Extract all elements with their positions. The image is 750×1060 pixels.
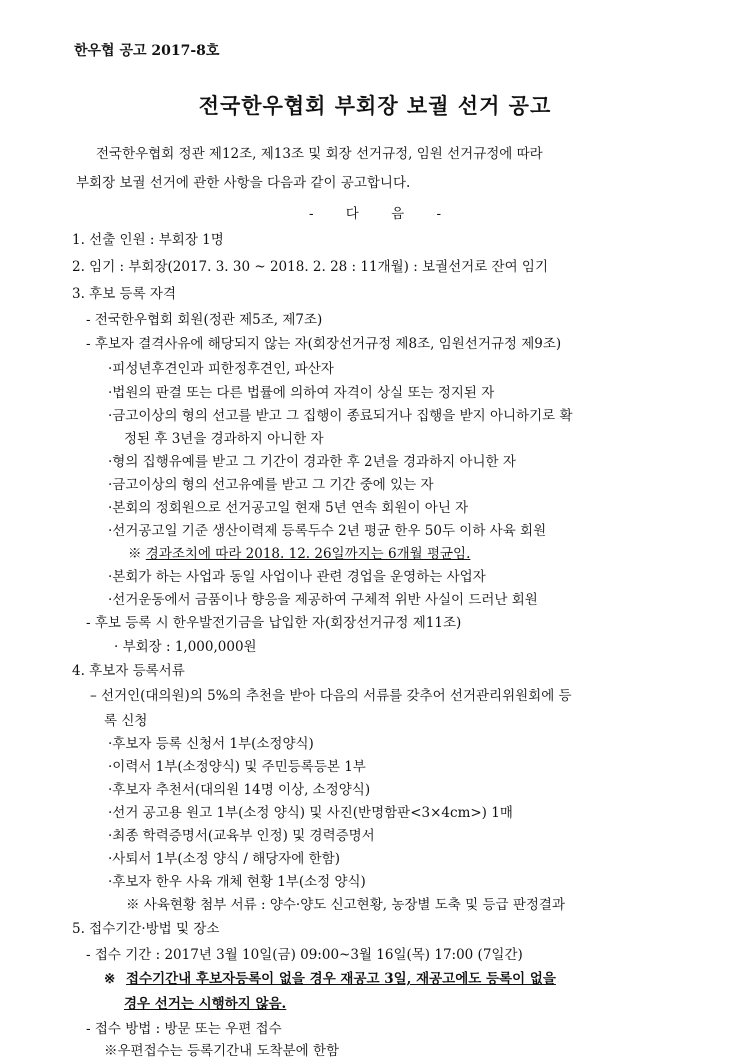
section-3-item-b: - 후보자 결격사유에 해당되지 않는 자(회장선거규정 제8조, 임원선거규정 제9조) bbox=[86, 336, 562, 352]
disqual-item-4: ·형의 집행유예를 받고 그 기간이 경과한 후 2년을 경과하지 아니한 자 bbox=[108, 454, 516, 470]
intro-line-2: 부회장 보궐 선거에 관한 사항을 다음과 같이 공고합니다. bbox=[76, 175, 411, 191]
reception-method: - 접수 방법 : 방문 또는 우편 접수 bbox=[86, 1021, 282, 1037]
mail-note: ※우편접수는 등록기간내 도착분에 한함 bbox=[104, 1043, 340, 1059]
disqual-item-7: ·선거공고일 기준 생산이력제 등록두수 2년 평균 한우 50두 이하 사육 회원 bbox=[108, 523, 547, 539]
disqual-item-8: ·본회가 하는 사업과 동일 사업이나 관련 경업을 운영하는 사업자 bbox=[108, 569, 486, 585]
disqual-item-2: ·법원의 판결 또는 다른 법률에 의하여 자격이 상실 또는 정지된 자 bbox=[108, 385, 495, 401]
disqual-item-3-cont: 정된 후 3년을 경과하지 아니한 자 bbox=[124, 431, 324, 447]
divider-heading: - 다 음 - bbox=[308, 206, 442, 222]
doc-item-1: ·후보자 등록 신청서 1부(소정양식) bbox=[108, 736, 314, 752]
warning-text-1: 접수기간내 후보자등록이 없을 경우 재공고 3일, 재공고에도 등록이 없을 bbox=[126, 971, 556, 987]
doc-item-2: ·이력서 1부(소정양식) 및 주민등록등본 1부 bbox=[108, 759, 366, 775]
section-3-item-c: - 후보 등록 시 한우발전기금을 납입한 자(회장선거규정 제11조) bbox=[86, 615, 462, 631]
reception-period: - 접수 기간 : 2017년 3월 10일(금) 09:00~3월 16일(목) 17:00 (7일간) bbox=[86, 947, 523, 963]
doc-item-5: ·최종 학력증명서(교육부 인정) 및 경력증명서 bbox=[108, 828, 375, 844]
doc-item-7: ·후보자 한우 사육 개체 현황 1부(소정 양식) bbox=[108, 874, 366, 890]
note-mark: ※ bbox=[128, 546, 142, 562]
section-4-heading: 4. 후보자 등록서류 bbox=[72, 663, 185, 679]
warning-mark: ※ bbox=[104, 971, 116, 987]
section-2: 2. 임기 : 부회장(2017. 3. 30 ~ 2018. 2. 28 : 11개월) : 보궐선거로 잔여 임기 bbox=[72, 259, 548, 275]
doc-item-3: ·후보자 추천서(대의원 14명 이상, 소정양식) bbox=[108, 782, 371, 798]
section-1: 1. 선출 인원 : 부회장 1명 bbox=[72, 232, 224, 248]
section-4-line-2: 록 신청 bbox=[104, 713, 148, 729]
page-title: 전국한우협회 부회장 보궐 선거 공고 bbox=[198, 93, 552, 118]
section-3-heading: 3. 후보 등록 자격 bbox=[72, 286, 176, 302]
disqual-item-3: ·금고이상의 형의 선고를 받고 그 집행이 종료되거나 집행을 받지 아니하기로 확 bbox=[108, 408, 573, 424]
livestock-note: ※ 사육현황 첨부 서류 : 양수·양도 신고현황, 농장별 도축 및 등급 판정결과 bbox=[126, 897, 565, 913]
transition-note bbox=[128, 545, 470, 563]
fund-amount: · 부회장 : 1,000,000원 bbox=[114, 639, 257, 655]
doc-item-4: ·선거 공고용 원고 1부(소정 양식) 및 사진(반명함판<3×4cm>) 1매 bbox=[108, 805, 513, 821]
disqual-item-5: ·금고이상의 형의 선고유예를 받고 그 기간 중에 있는 자 bbox=[108, 477, 434, 493]
transition-note-text: 경과조치에 따라 2018. 12. 26일까지는 6개월 평균임. bbox=[145, 546, 471, 562]
doc-item-6: ·사퇴서 1부(소정 양식 / 해당자에 한함) bbox=[108, 851, 340, 867]
intro-line-1: 전국한우협회 정관 제12조, 제13조 및 회장 선거규정, 임원 선거규정에 따라 bbox=[96, 146, 543, 162]
disqual-item-1: ·피성년후견인과 피한정후견인, 파산자 bbox=[108, 361, 334, 377]
warning-line-1 bbox=[104, 970, 556, 988]
section-3-item-a: - 전국한우협회 회원(정관 제5조, 제7조) bbox=[86, 312, 323, 328]
section-4-line-1: – 선거인(대의원)의 5%의 추천을 받아 다음의 서류를 갖추어 선거관리위원회에 등 bbox=[90, 688, 572, 704]
disqual-item-9: ·선거운동에서 금품이나 향응을 제공하여 구체적 위반 사실이 드러난 회원 bbox=[108, 592, 538, 608]
warning-line-2: 경우 선거는 시행하지 않음. bbox=[124, 996, 287, 1012]
notice-number: 한우협 공고 2017-8호 bbox=[74, 43, 220, 59]
section-5-heading: 5. 접수기간·방법 및 장소 bbox=[72, 921, 220, 937]
disqual-item-6: ·본회의 정회원으로 선거공고일 현재 5년 연속 회원이 아닌 자 bbox=[108, 500, 469, 516]
